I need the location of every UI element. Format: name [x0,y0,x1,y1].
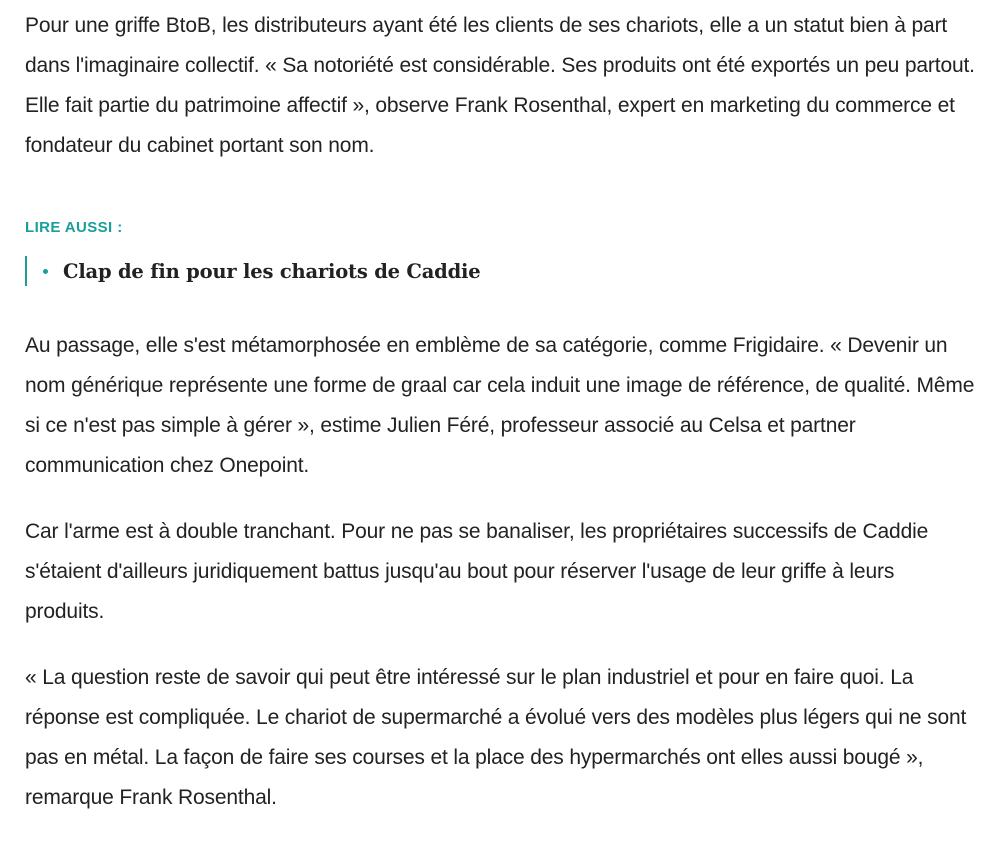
related-article-link[interactable]: Clap de fin pour les chariots de Caddie [63,259,481,283]
related-article-item [25,256,977,286]
article-paragraph-4: « La question reste de savoir qui peut être intéressé sur le plan industriel et pour en faire quoi. La réponse est compliquée. Le chariot de supermarché a évolué vers des modèles plus légers qui ne sont pas en métal. La façon de faire ses courses et la place des hypermarchés ont elles aussi bougé », remarque Frank Rosenthal. [25,666,967,809]
lire-aussi-label: LIRE AUSSI : [25,219,123,236]
lire-aussi-block [25,218,977,286]
article-paragraph-1: Pour une griffe BtoB, les distributeurs ayant été les clients de ses chariots, elle a un statut bien à part dans l'imaginaire collectif. « Sa notoriété est considérable. Ses produits ont été exportés un peu partout. Elle fait partie du patrimoine affectif », observe Frank Rosenthal, expert en marketing du commerce et fondateur du cabinet portant son nom. [25,14,975,157]
article-paragraph-2: Au passage, elle s'est métamorphosée en emblème de sa catégorie, comme Frigidaire. « Devenir un nom générique représente une forme de graal car cela induit une image de référence, de qualité. Même si ce n'est pas simple à gérer », estime Julien Féré, professeur associé au Celsa et partner communication chez Onepoint. [25,334,975,477]
bullet-dot-icon [43,269,48,274]
article-paragraph-3: Car l'arme est à double tranchant. Pour ne pas se banaliser, les propriétaires successifs de Caddie s'étaient d'ailleurs juridiquement battus jusqu'au bout pour réserver l'usage de leur griffe à leurs produits. [25,520,929,623]
